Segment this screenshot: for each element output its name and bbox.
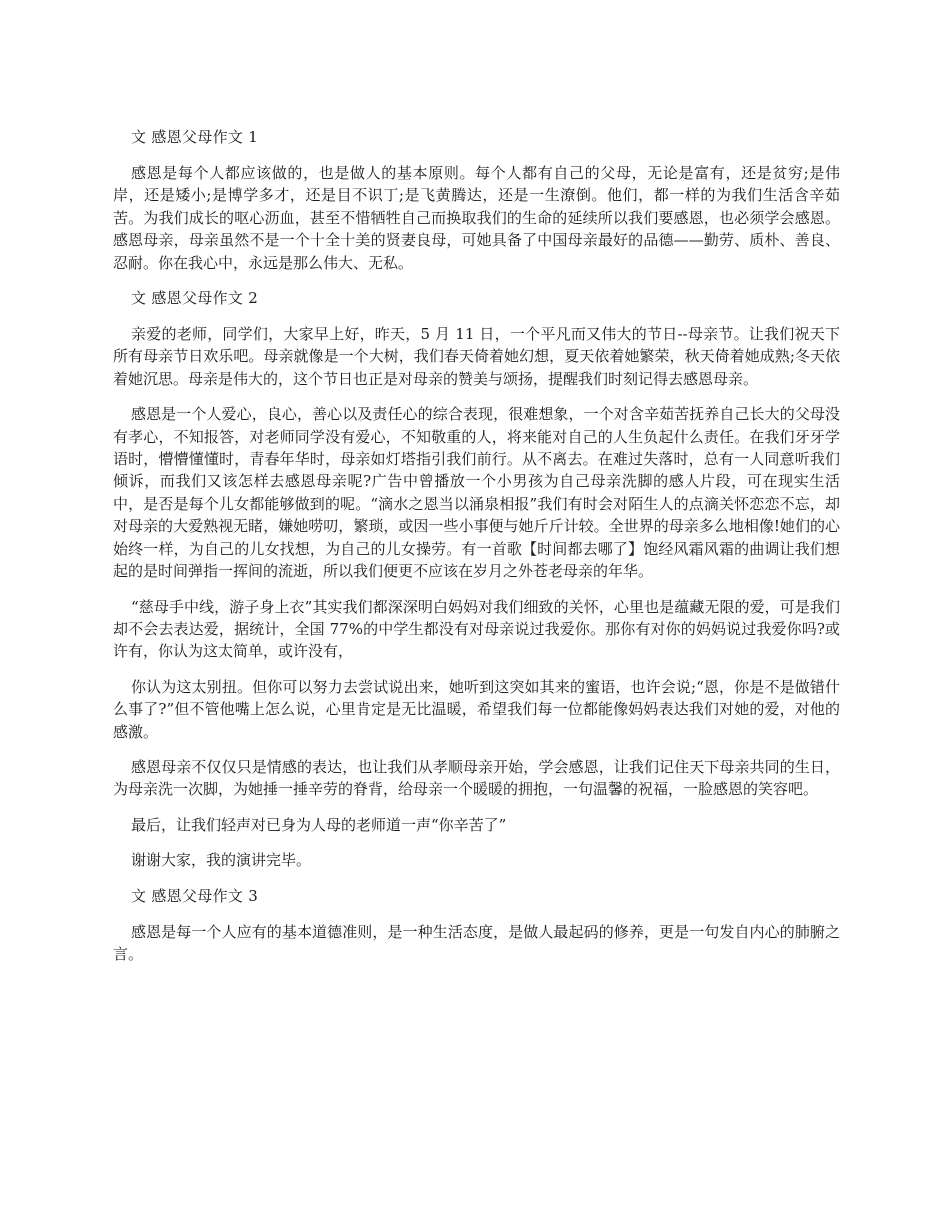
section-heading-1: 文 感恩父母作文 1: [131, 128, 259, 146]
paragraph: 谢谢大家，我的演讲完毕。: [131, 851, 312, 870]
document-page: [113, 126, 840, 978]
paragraph: 感恩是每一个人应有的基本道德准则，是一种生活态度，是做人最起码的修养，更是一句发自内心的肺腑之言。: [113, 922, 840, 963]
paragraph: 感恩是每个人都应该做的，也是做人的基本原则。每个人都有自己的父母，无论是富有，还是贫穷;是伟岸，还是矮小;是博学多才，还是目不识丁;是飞黄腾达，还是一生潦倒。他们，都一样的为我们生活含辛茹苦。为我们成长的呕心沥血，甚至不惜牺牲自己而换取我们的生命的延续所以我们要感恩，也必须学会感恩。感恩母亲，母亲虽然不是一个十全十美的贤妻良母，可她具备了中国母亲最好的品德——勤劳、质朴、善良、忍耐。你在我心中，永远是那么伟大、无私。: [113, 164, 840, 272]
section-heading-3: 文 感恩父母作文 3: [131, 886, 259, 905]
paragraph: 最后，让我们轻声对已身为人母的老师道一声“你辛苦了”: [131, 815, 507, 834]
section-heading-2: 文 感恩父母作文 2: [131, 289, 259, 308]
paragraph: “慈母手中线，游子身上衣”其实我们都深深明白妈妈对我们细致的关怀，心里也是蕴藏无限的爱，可是我们却不会去表达爱，据统计，全国 77%的中学生都没有对母亲说过我爱你。那你有对你的妈妈说过我爱你吗?或许有，你认为这太简单，或许没有，: [113, 597, 840, 661]
paragraph: 亲爱的老师，同学们，大家早上好，昨天，5 月 11 日，一个平凡而又伟大的节日--母亲节。让我们祝天下所有母亲节日欢乐吧。母亲就像是一个大树，我们春天倚着她幻想，夏天依着她繁荣，秋天倚着她成熟;冬天依着她沉思。母亲是伟大的，这个节日也正是对母亲的赞美与颂扬，提醒我们时刻记得去感恩母亲。: [113, 325, 840, 388]
paragraph: 感恩母亲不仅仅只是情感的表达，也让我们从孝顺母亲开始，学会感恩，让我们记住天下母亲共同的生日，为母亲洗一次脚，为她捶一捶辛劳的脊背，给母亲一个暖暖的拥抱，一句温馨的祝福，一脸感恩的笑容吧。: [113, 757, 840, 799]
paragraph: 感恩是一个人爱心，良心，善心以及责任心的综合表现，很难想象，一个对含辛茹苦抚养自己长大的父母没有孝心，不知报答，对老师同学没有爱心，不知敬重的人，将来能对自己的人生负起什么责任。在我们牙牙学语时，懵懵懂懂时，青春年华时，母亲如灯塔指引我们前行。从不离去。在难过失落时，总有一人同意听我们倾诉，而我们又该怎样去感恩母亲呢?广告中曾播放一个小男孩为自己母亲洗脚的感人片段，可在现实生活中，是否是每个儿女都能够做到的呢。“滴水之恩当以涌泉相报”我们有时会对陌生人的点滴关怀恋恋不忘，却对母亲的大爱熟视无睹，嫌她唠叨，繁琐，或因一些小事便与她斤斤计较。全世界的母亲多么地相像!她们的心始终一样，为自己的儿女找想，为自己的儿女操劳。有一首歌【时间都去哪了】饱经风霜风霜的曲调让我们想起的是时间弹指一挥间的流逝，所以我们便更不应该在岁月之外苍老母亲的年华。: [113, 405, 840, 581]
paragraph: 你认为这太别扭。但你可以努力去尝试说出来，她听到这突如其来的蜜语，也许会说;“恩，你是不是做错什么事了?”但不管他嘴上怎么说，心里肯定是无比温暖，希望我们每一位都能像妈妈表达我们对她的爱，对他的感激。: [113, 677, 840, 741]
